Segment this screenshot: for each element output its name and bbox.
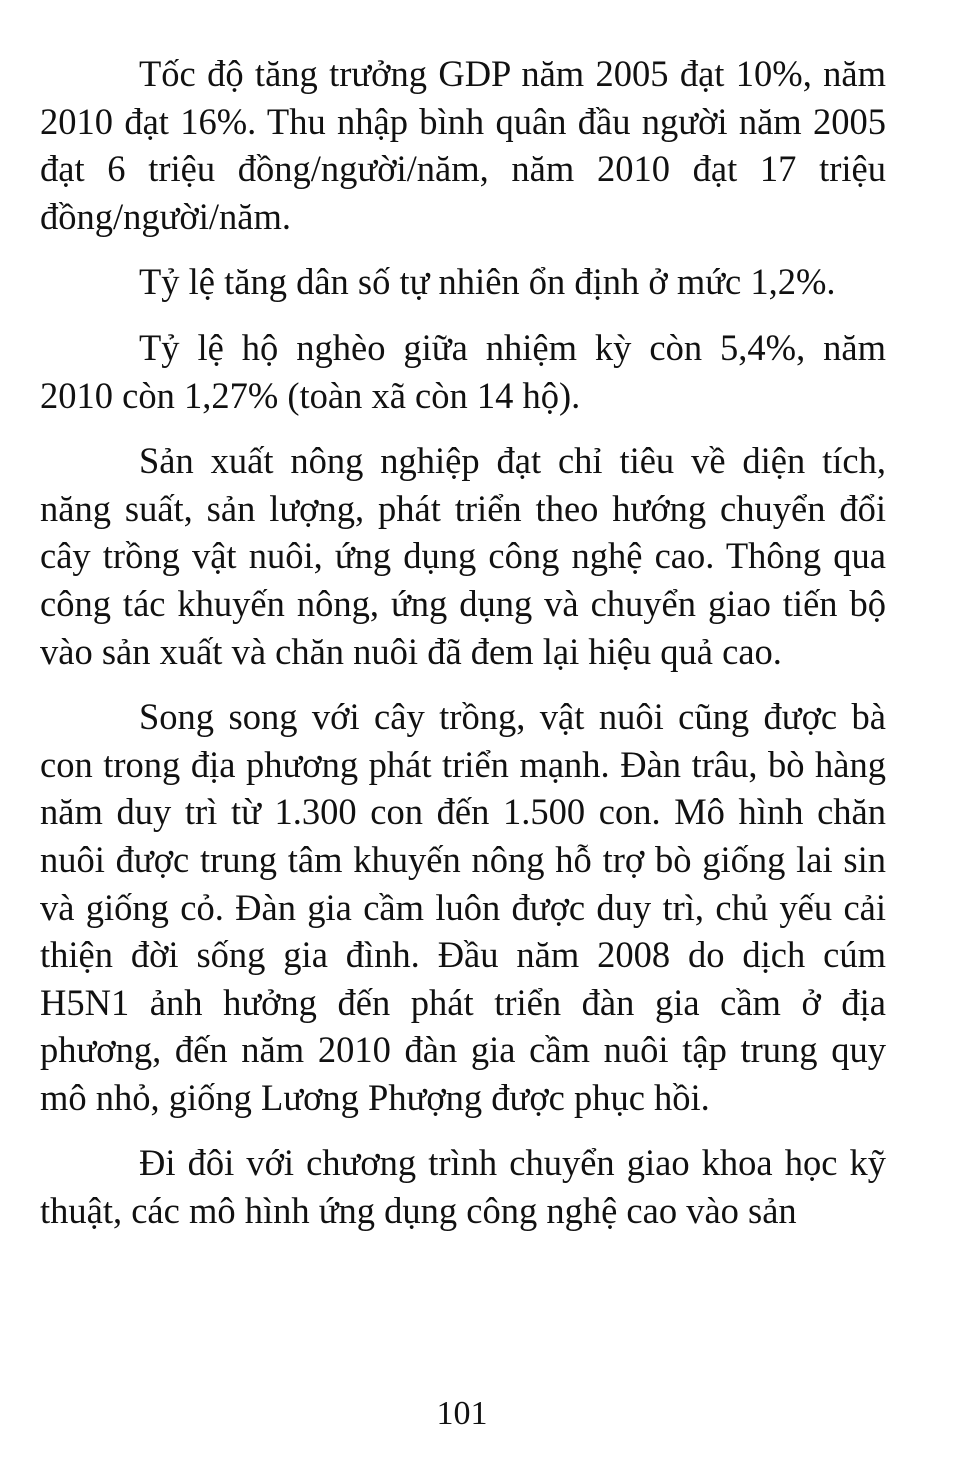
page-number: 101 [436,1395,488,1432]
paragraph-technology-transfer: Đi đôi với chương trình chuyển giao khoa học kỹ thuật, các mô hình ứng dụng công nghệ cao vào sản [40,1142,886,1232]
paragraph-poverty-rate: Tỷ lệ hộ nghèo giữa nhiệm kỳ còn 5,4%, năm 2010 còn 1,27% (toàn xã còn 14 hộ). [40,326,886,416]
paragraph-gdp-growth: Tốc độ tăng trưởng GDP năm 2005 đạt 10%, năm 2010 đạt 16%. Thu nhập bình quân đầu người năm 2005 đạt 6 triệu đồng/người/năm, năm 2010 đạt 17 triệu đồng/người/năm. [40,53,886,237]
paragraph-agriculture: Sản xuất nông nghiệp đạt chỉ tiêu về diện tích, năng suất, sản lượng, phát triển theo hướng chuyển đổi cây trồng vật nuôi, ứng dụng công nghệ cao. Thông qua công tác khuyến nông, ứng dụng và chuyển giao tiến bộ vào sản xuất và chăn nuôi đã đem lại hiệu quả cao. [40,440,886,672]
page-body [40,50,886,1253]
paragraph-population-growth: Tỷ lệ tăng dân số tự nhiên ổn định ở mức 1,2%. [139,261,836,303]
paragraph-livestock: Song song với cây trồng, vật nuôi cũng được bà con trong địa phương phát triển mạnh. Đàn trâu, bò hàng năm duy trì từ 1.300 con đến 1.500 con. Mô hình chăn nuôi được trung tâm khuyến nông hỗ trợ bò giống lai sin và giống cỏ. Đàn gia cầm luôn được duy trì, chủ yếu cải thiện đời sống gia đình. Đầu năm 2008 do dịch cúm H5N1 ảnh hưởng đến phát triển đàn gia cầm ở địa phương, đến năm 2010 đàn gia cầm nuôi tập trung quy mô nhỏ, giống Lương Phượng được phục hồi. [40,696,886,1118]
